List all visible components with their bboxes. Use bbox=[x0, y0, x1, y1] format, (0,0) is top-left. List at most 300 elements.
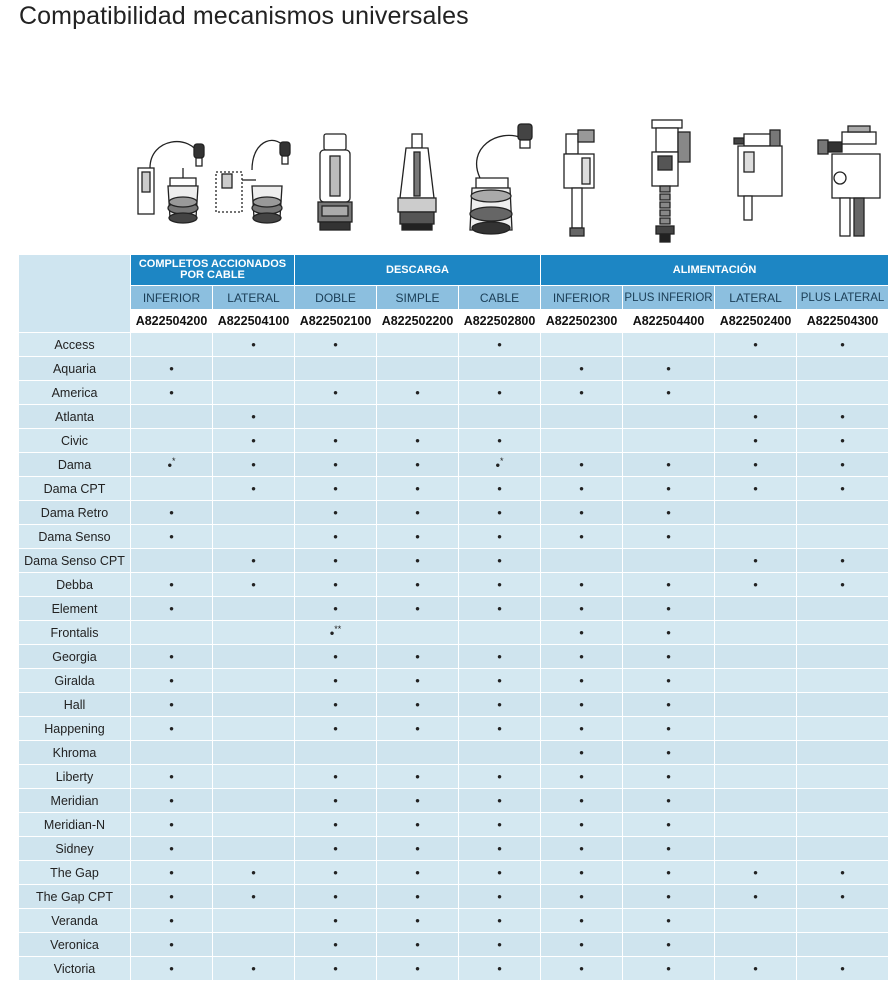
sub-header: LATERAL bbox=[213, 286, 295, 310]
model-name: Giralda bbox=[19, 669, 131, 693]
compatibility-cell: • bbox=[377, 717, 459, 741]
compatibility-cell: • bbox=[623, 765, 715, 789]
compatibility-cell bbox=[797, 381, 889, 405]
side-fill-valve-icon bbox=[714, 118, 796, 246]
compatibility-cell: • bbox=[797, 429, 889, 453]
compatibility-cell: • bbox=[131, 789, 213, 813]
compatibility-cell: • bbox=[295, 381, 377, 405]
compatibility-cell: • bbox=[797, 573, 889, 597]
compatibility-cell: • bbox=[623, 813, 715, 837]
compatibility-cell bbox=[213, 933, 295, 957]
compatibility-cell bbox=[797, 501, 889, 525]
compatibility-cell: • bbox=[459, 549, 541, 573]
compatibility-cell: • bbox=[213, 861, 295, 885]
compatibility-cell: • bbox=[377, 957, 459, 981]
compatibility-cell: • bbox=[459, 645, 541, 669]
compatibility-cell: • bbox=[131, 909, 213, 933]
compatibility-cell: • bbox=[459, 837, 541, 861]
compatibility-cell bbox=[715, 933, 797, 957]
table-row bbox=[19, 525, 889, 549]
compatibility-cell bbox=[295, 741, 377, 765]
compatibility-cell: • bbox=[797, 477, 889, 501]
table-row bbox=[19, 357, 889, 381]
compatibility-cell: • bbox=[131, 717, 213, 741]
compatibility-cell: • bbox=[797, 885, 889, 909]
compatibility-cell: • bbox=[623, 453, 715, 477]
table-row bbox=[19, 477, 889, 501]
table-row bbox=[19, 909, 889, 933]
model-name: Dama bbox=[19, 453, 131, 477]
compatibility-cell bbox=[131, 429, 213, 453]
compatibility-cell: • bbox=[295, 861, 377, 885]
compatibility-cell: • bbox=[295, 669, 377, 693]
compatibility-cell: • bbox=[459, 669, 541, 693]
compatibility-cell: • bbox=[131, 693, 213, 717]
compatibility-cell: • bbox=[295, 837, 377, 861]
compatibility-cell: • bbox=[623, 525, 715, 549]
plus-side-fill-valve-icon bbox=[796, 118, 888, 246]
table-row bbox=[19, 453, 889, 477]
compatibility-cell: • bbox=[459, 861, 541, 885]
cable-flush-valve-icon bbox=[458, 118, 540, 246]
compatibility-cell: • bbox=[131, 837, 213, 861]
plus-bottom-fill-valve-icon bbox=[622, 118, 714, 246]
compatibility-cell bbox=[213, 693, 295, 717]
compatibility-cell: • bbox=[131, 957, 213, 981]
sub-header: DOBLE bbox=[295, 286, 377, 310]
compatibility-cell bbox=[623, 429, 715, 453]
model-name: Dama Senso bbox=[19, 525, 131, 549]
table-row bbox=[19, 741, 889, 765]
model-name: The Gap CPT bbox=[19, 885, 131, 909]
compatibility-cell: • bbox=[377, 813, 459, 837]
compatibility-cell: • bbox=[541, 669, 623, 693]
compatibility-cell: • bbox=[377, 765, 459, 789]
compatibility-cell bbox=[377, 621, 459, 645]
table-row bbox=[19, 789, 889, 813]
product-code: A822502800 bbox=[459, 310, 541, 333]
table-row bbox=[19, 813, 889, 837]
compatibility-cell bbox=[797, 597, 889, 621]
compatibility-cell: • bbox=[213, 333, 295, 357]
compatibility-cell: • bbox=[715, 405, 797, 429]
compatibility-cell: • bbox=[377, 573, 459, 597]
compatibility-cell bbox=[797, 669, 889, 693]
compatibility-cell bbox=[797, 789, 889, 813]
compatibility-cell: • bbox=[213, 429, 295, 453]
compatibility-cell bbox=[459, 621, 541, 645]
compatibility-cell: • bbox=[623, 717, 715, 741]
compatibility-cell bbox=[541, 549, 623, 573]
compatibility-cell bbox=[715, 357, 797, 381]
model-name: Liberty bbox=[19, 765, 131, 789]
model-name: Civic bbox=[19, 429, 131, 453]
model-name: Khroma bbox=[19, 741, 131, 765]
sub-header: INFERIOR bbox=[541, 286, 623, 310]
model-name: Debba bbox=[19, 573, 131, 597]
compatibility-cell: • bbox=[623, 693, 715, 717]
compatibility-cell: • bbox=[623, 669, 715, 693]
compatibility-cell bbox=[715, 837, 797, 861]
compatibility-cell: • bbox=[295, 597, 377, 621]
compatibility-cell: • bbox=[541, 741, 623, 765]
compatibility-cell bbox=[715, 381, 797, 405]
compatibility-cell: • bbox=[131, 357, 213, 381]
compatibility-cell bbox=[797, 741, 889, 765]
compatibility-cell bbox=[715, 597, 797, 621]
compatibility-cell: • bbox=[541, 885, 623, 909]
table-row bbox=[19, 717, 889, 741]
compatibility-cell: • bbox=[715, 861, 797, 885]
table-row bbox=[19, 957, 889, 981]
compatibility-cell: • bbox=[459, 381, 541, 405]
compatibility-cell: • bbox=[541, 765, 623, 789]
compatibility-cell bbox=[295, 357, 377, 381]
compatibility-cell: • bbox=[541, 933, 623, 957]
compatibility-cell: • bbox=[715, 333, 797, 357]
compatibility-cell: • bbox=[295, 429, 377, 453]
compatibility-cell bbox=[131, 333, 213, 357]
compatibility-cell: • bbox=[459, 933, 541, 957]
compatibility-cell: • bbox=[541, 621, 623, 645]
compatibility-cell bbox=[213, 525, 295, 549]
compatibility-cell: • bbox=[131, 861, 213, 885]
compatibility-cell bbox=[213, 645, 295, 669]
sub-header: INFERIOR bbox=[131, 286, 213, 310]
compatibility-cell bbox=[377, 333, 459, 357]
compatibility-cell: • bbox=[541, 453, 623, 477]
compatibility-cell: • bbox=[295, 549, 377, 573]
compatibility-cell: • bbox=[459, 477, 541, 501]
compatibility-cell bbox=[715, 645, 797, 669]
compatibility-cell bbox=[715, 789, 797, 813]
model-name: Veranda bbox=[19, 909, 131, 933]
model-name: Aquaria bbox=[19, 357, 131, 381]
table-body bbox=[19, 333, 889, 981]
compatibility-cell bbox=[377, 741, 459, 765]
compatibility-cell bbox=[213, 381, 295, 405]
compatibility-cell: • bbox=[377, 837, 459, 861]
compatibility-cell bbox=[213, 621, 295, 645]
compatibility-cell: • bbox=[295, 477, 377, 501]
compatibility-cell: • bbox=[541, 501, 623, 525]
compatibility-cell bbox=[715, 741, 797, 765]
compatibility-cell: • bbox=[623, 477, 715, 501]
compatibility-cell: • bbox=[797, 453, 889, 477]
compatibility-cell bbox=[295, 405, 377, 429]
compatibility-cell: • bbox=[623, 573, 715, 597]
compatibility-cell: • bbox=[131, 381, 213, 405]
compatibility-cell: • bbox=[541, 357, 623, 381]
compatibility-cell bbox=[715, 621, 797, 645]
compatibility-cell: • bbox=[131, 885, 213, 909]
compatibility-cell: • bbox=[131, 597, 213, 621]
corner-cell bbox=[19, 255, 131, 333]
compatibility-cell bbox=[797, 933, 889, 957]
model-name: Victoria bbox=[19, 957, 131, 981]
model-name: Sidney bbox=[19, 837, 131, 861]
compatibility-cell bbox=[715, 525, 797, 549]
compatibility-cell: •* bbox=[459, 453, 541, 477]
table-row bbox=[19, 573, 889, 597]
compatibility-cell: • bbox=[541, 861, 623, 885]
compatibility-cell bbox=[623, 405, 715, 429]
compatibility-cell: • bbox=[541, 645, 623, 669]
compatibility-cell: • bbox=[541, 477, 623, 501]
compatibility-cell bbox=[623, 549, 715, 573]
compatibility-cell bbox=[131, 549, 213, 573]
compatibility-cell: •* bbox=[131, 453, 213, 477]
compatibility-cell: • bbox=[715, 477, 797, 501]
product-illustrations bbox=[130, 118, 888, 246]
table-row bbox=[19, 405, 889, 429]
compatibility-cell bbox=[797, 717, 889, 741]
compatibility-cell: • bbox=[377, 501, 459, 525]
compatibility-cell: • bbox=[459, 813, 541, 837]
compatibility-cell: • bbox=[541, 789, 623, 813]
compatibility-cell: • bbox=[459, 501, 541, 525]
compatibility-cell: • bbox=[295, 333, 377, 357]
cable-flush-side-icon bbox=[212, 118, 294, 246]
model-name: Meridian-N bbox=[19, 813, 131, 837]
product-code: A822504300 bbox=[797, 310, 889, 333]
table-row bbox=[19, 597, 889, 621]
compatibility-cell bbox=[797, 837, 889, 861]
compatibility-cell bbox=[213, 765, 295, 789]
table-row bbox=[19, 933, 889, 957]
compatibility-cell: • bbox=[623, 741, 715, 765]
compatibility-cell: • bbox=[213, 957, 295, 981]
compatibility-cell: • bbox=[459, 525, 541, 549]
compatibility-cell bbox=[715, 813, 797, 837]
compatibility-cell: • bbox=[377, 525, 459, 549]
compatibility-cell: • bbox=[541, 381, 623, 405]
model-name: Hall bbox=[19, 693, 131, 717]
compatibility-cell bbox=[213, 741, 295, 765]
sub-header: SIMPLE bbox=[377, 286, 459, 310]
compatibility-cell: • bbox=[459, 597, 541, 621]
compatibility-cell: • bbox=[377, 669, 459, 693]
compatibility-cell: • bbox=[295, 645, 377, 669]
model-name: Access bbox=[19, 333, 131, 357]
compatibility-cell: • bbox=[377, 645, 459, 669]
compatibility-cell: • bbox=[715, 429, 797, 453]
compatibility-cell bbox=[213, 501, 295, 525]
compatibility-cell: • bbox=[131, 525, 213, 549]
sub-header: CABLE bbox=[459, 286, 541, 310]
model-name: The Gap bbox=[19, 861, 131, 885]
compatibility-cell: • bbox=[131, 501, 213, 525]
compatibility-cell bbox=[797, 357, 889, 381]
compatibility-cell bbox=[715, 765, 797, 789]
compatibility-cell: • bbox=[623, 645, 715, 669]
compatibility-cell: • bbox=[295, 957, 377, 981]
model-name: America bbox=[19, 381, 131, 405]
product-code: A822504400 bbox=[623, 310, 715, 333]
compatibility-cell: • bbox=[295, 525, 377, 549]
compatibility-cell bbox=[715, 501, 797, 525]
compatibility-table bbox=[18, 254, 889, 981]
compatibility-cell: • bbox=[459, 693, 541, 717]
table-row bbox=[19, 693, 889, 717]
compatibility-cell: • bbox=[377, 477, 459, 501]
compatibility-cell: • bbox=[213, 549, 295, 573]
compatibility-cell: • bbox=[295, 933, 377, 957]
compatibility-cell: • bbox=[459, 789, 541, 813]
group-header-alimentacion: ALIMENTACIÓN bbox=[541, 255, 889, 286]
single-flush-valve-icon bbox=[376, 118, 458, 246]
compatibility-cell bbox=[213, 813, 295, 837]
sub-header: PLUS LATERAL bbox=[797, 286, 889, 310]
compatibility-cell: • bbox=[623, 885, 715, 909]
compatibility-cell: • bbox=[715, 453, 797, 477]
compatibility-cell bbox=[797, 765, 889, 789]
compatibility-cell: • bbox=[797, 957, 889, 981]
compatibility-cell: • bbox=[377, 861, 459, 885]
table-row bbox=[19, 549, 889, 573]
compatibility-cell: • bbox=[377, 429, 459, 453]
product-code: A822502300 bbox=[541, 310, 623, 333]
bottom-fill-valve-icon bbox=[540, 118, 622, 246]
compatibility-cell: • bbox=[131, 645, 213, 669]
table-row bbox=[19, 429, 889, 453]
compatibility-cell: • bbox=[459, 429, 541, 453]
compatibility-cell: • bbox=[623, 789, 715, 813]
model-name: Element bbox=[19, 597, 131, 621]
compatibility-cell: • bbox=[213, 885, 295, 909]
compatibility-cell: • bbox=[541, 813, 623, 837]
compatibility-cell: • bbox=[213, 405, 295, 429]
sub-header: LATERAL bbox=[715, 286, 797, 310]
compatibility-cell: • bbox=[623, 861, 715, 885]
model-name: Happening bbox=[19, 717, 131, 741]
compatibility-cell bbox=[541, 429, 623, 453]
compatibility-cell bbox=[797, 909, 889, 933]
compatibility-cell: • bbox=[377, 933, 459, 957]
compatibility-cell: • bbox=[623, 597, 715, 621]
compatibility-cell bbox=[715, 693, 797, 717]
compatibility-cell: • bbox=[715, 885, 797, 909]
compatibility-cell: • bbox=[541, 837, 623, 861]
compatibility-cell: • bbox=[295, 789, 377, 813]
compatibility-cell: • bbox=[131, 933, 213, 957]
table-row bbox=[19, 861, 889, 885]
compatibility-cell bbox=[131, 405, 213, 429]
sub-header: PLUS INFERIOR bbox=[623, 286, 715, 310]
dual-flush-valve-icon bbox=[294, 118, 376, 246]
compatibility-cell: • bbox=[213, 477, 295, 501]
cable-flush-bottom-icon bbox=[130, 118, 212, 246]
product-code: A822504200 bbox=[131, 310, 213, 333]
model-name: Frontalis bbox=[19, 621, 131, 645]
compatibility-cell: • bbox=[377, 909, 459, 933]
compatibility-cell: • bbox=[459, 717, 541, 741]
compatibility-cell bbox=[213, 357, 295, 381]
compatibility-cell bbox=[131, 621, 213, 645]
compatibility-cell: • bbox=[377, 597, 459, 621]
model-name: Veronica bbox=[19, 933, 131, 957]
compatibility-cell bbox=[715, 669, 797, 693]
compatibility-cell: • bbox=[295, 885, 377, 909]
compatibility-cell: •** bbox=[295, 621, 377, 645]
group-header-descarga: DESCARGA bbox=[295, 255, 541, 286]
compatibility-cell bbox=[797, 813, 889, 837]
compatibility-cell: • bbox=[715, 573, 797, 597]
compatibility-cell: • bbox=[377, 885, 459, 909]
compatibility-cell: • bbox=[459, 765, 541, 789]
compatibility-cell: • bbox=[715, 957, 797, 981]
compatibility-cell bbox=[459, 357, 541, 381]
model-name: Dama Senso CPT bbox=[19, 549, 131, 573]
compatibility-cell: • bbox=[459, 909, 541, 933]
compatibility-cell: • bbox=[131, 573, 213, 597]
compatibility-cell bbox=[715, 909, 797, 933]
compatibility-cell: • bbox=[213, 573, 295, 597]
compatibility-cell: • bbox=[623, 837, 715, 861]
compatibility-cell: • bbox=[295, 765, 377, 789]
table-row bbox=[19, 501, 889, 525]
table-row bbox=[19, 765, 889, 789]
compatibility-cell: • bbox=[541, 597, 623, 621]
model-name: Georgia bbox=[19, 645, 131, 669]
compatibility-cell: • bbox=[623, 621, 715, 645]
compatibility-cell bbox=[459, 741, 541, 765]
table-row bbox=[19, 381, 889, 405]
compatibility-cell: • bbox=[459, 957, 541, 981]
compatibility-cell: • bbox=[295, 813, 377, 837]
compatibility-cell: • bbox=[623, 909, 715, 933]
compatibility-cell: • bbox=[797, 861, 889, 885]
model-name: Atlanta bbox=[19, 405, 131, 429]
compatibility-cell: • bbox=[131, 813, 213, 837]
compatibility-cell bbox=[797, 525, 889, 549]
compatibility-cell bbox=[459, 405, 541, 429]
compatibility-cell: • bbox=[623, 957, 715, 981]
compatibility-cell bbox=[715, 717, 797, 741]
compatibility-cell bbox=[797, 621, 889, 645]
table-row bbox=[19, 837, 889, 861]
compatibility-cell bbox=[797, 645, 889, 669]
table-row bbox=[19, 645, 889, 669]
model-name: Dama CPT bbox=[19, 477, 131, 501]
page-title: Compatibilidad mecanismos universales bbox=[19, 2, 469, 30]
table-row bbox=[19, 885, 889, 909]
compatibility-cell: • bbox=[797, 405, 889, 429]
compatibility-cell bbox=[797, 693, 889, 717]
product-code: A822502400 bbox=[715, 310, 797, 333]
compatibility-cell: • bbox=[541, 957, 623, 981]
compatibility-cell bbox=[623, 333, 715, 357]
compatibility-cell bbox=[541, 333, 623, 357]
compatibility-cell: • bbox=[377, 549, 459, 573]
compatibility-cell: • bbox=[541, 717, 623, 741]
compatibility-cell: • bbox=[541, 693, 623, 717]
compatibility-cell: • bbox=[295, 453, 377, 477]
compatibility-cell: • bbox=[459, 333, 541, 357]
compatibility-cell: • bbox=[131, 765, 213, 789]
compatibility-cell: • bbox=[377, 453, 459, 477]
compatibility-cell: • bbox=[213, 453, 295, 477]
compatibility-cell: • bbox=[377, 789, 459, 813]
compatibility-cell: • bbox=[295, 501, 377, 525]
compatibility-cell: • bbox=[623, 357, 715, 381]
compatibility-cell bbox=[377, 357, 459, 381]
compatibility-cell: • bbox=[623, 501, 715, 525]
compatibility-cell: • bbox=[797, 333, 889, 357]
compatibility-cell: • bbox=[623, 933, 715, 957]
compatibility-cell: • bbox=[295, 693, 377, 717]
compatibility-cell: • bbox=[295, 909, 377, 933]
